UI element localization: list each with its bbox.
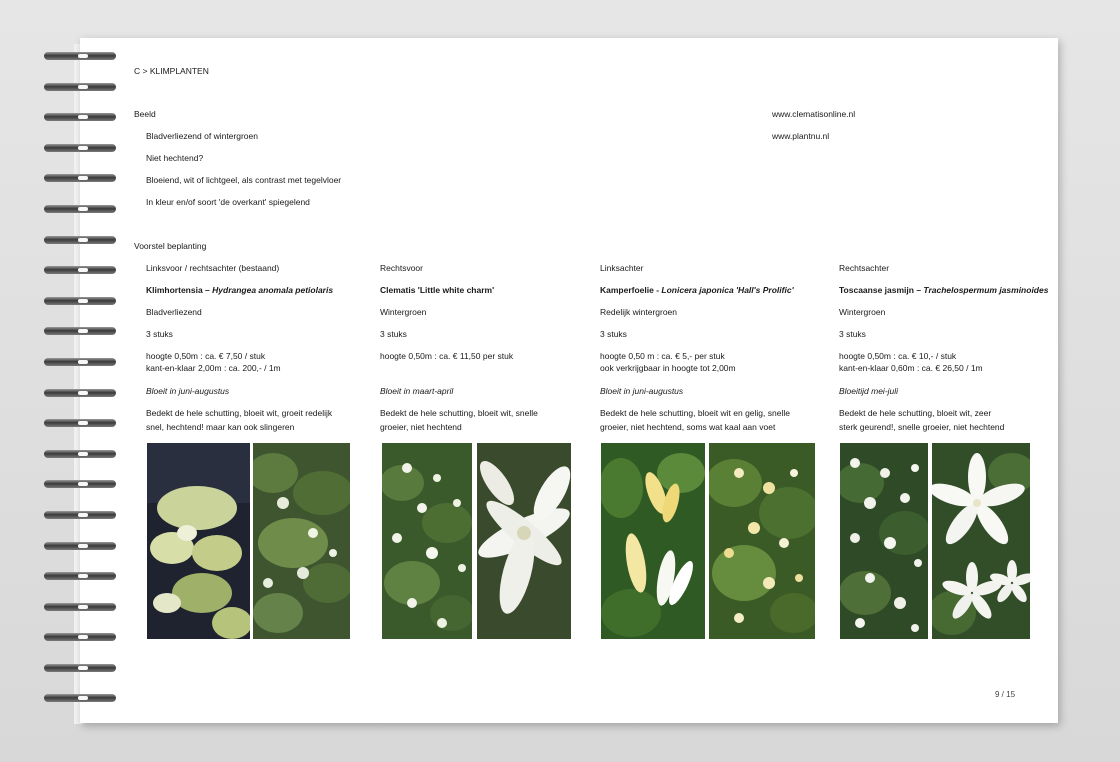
plant-foliage: Wintergroen [839, 307, 886, 317]
hydrangea-photo-1 [147, 443, 250, 639]
plant-position: Linksvoor / rechtsachter (bestaand) [146, 263, 280, 273]
honeysuckle-photo-1 [601, 443, 705, 639]
plant-description: snel, hechtend! maar kan ook slingeren [146, 422, 295, 432]
plant-count: 3 stuks [146, 329, 173, 339]
hydrangea-photo-2 [253, 443, 350, 639]
plant-price: kant-en-klaar 0,60m : ca. € 26,50 / 1m [839, 363, 983, 373]
binding-ring [44, 664, 116, 672]
plant-position: Rechtsachter [839, 263, 890, 273]
plant-price: hoogte 0,50 m : ca. € 5,- per stuk [600, 351, 725, 361]
beeld-item: Niet hechtend? [146, 153, 204, 163]
binding-ring [44, 52, 116, 60]
plant-bloom: Bloeitijd mei-juli [839, 386, 899, 396]
binding-ring [44, 450, 116, 458]
plant-description: Bedekt de hele schutting, bloeit wit en gelig, snelle [600, 408, 790, 418]
plant-price: kant-en-klaar 2,00m : ca. 200,- / 1m [146, 363, 281, 373]
plant-description: Bedekt de hele schutting, bloeit wit, groeit redelijk [146, 408, 333, 418]
plant-foliage: Redelijk wintergroen [600, 307, 678, 317]
plant-name: Klimhortensia – Hydrangea anomala petiolaris [146, 285, 334, 295]
plant-bloom: Bloeit in maart-april [380, 386, 454, 396]
plant-price: hoogte 0,50m : ca. € 11,50 per stuk [380, 351, 514, 361]
voorstel-heading: Voorstel beplanting [134, 241, 207, 251]
plant-description: groeier, niet hechtend, soms wat kaal aan voet [600, 422, 776, 432]
plant-name: Clematis 'Little white charm' [380, 285, 495, 295]
binding-ring [44, 174, 116, 182]
binding-ring [44, 389, 116, 397]
binding-ring [44, 297, 116, 305]
binding-ring [44, 480, 116, 488]
jasmine-photo-1 [840, 443, 928, 639]
plant-foliage: Bladverliezend [146, 307, 202, 317]
binding-ring [44, 358, 116, 366]
binding-ring [44, 419, 116, 427]
beeld-heading: Beeld [134, 109, 156, 119]
spiral-binding [44, 48, 120, 718]
binding-ring [44, 542, 116, 550]
binding-ring [44, 113, 116, 121]
binding-ring [44, 603, 116, 611]
plant-name: Toscaanse jasmijn – Trachelospermum jasminoides [839, 285, 1049, 295]
beeld-item: Bladverliezend of wintergroen [146, 131, 258, 141]
beeld-item: Bloeiend, wit of lichtgeel, als contrast met tegelvloer [146, 175, 342, 185]
binding-ring [44, 266, 116, 274]
plant-price: hoogte 0,50m : ca. € 7,50 / stuk [146, 351, 266, 361]
binding-ring [44, 236, 116, 244]
link-clematisonline[interactable]: www.clematisonline.nl [772, 109, 856, 119]
notebook-page [80, 38, 1058, 723]
plant-description: groeier, niet hechtend [380, 422, 462, 432]
plant-price: hoogte 0,50m : ca. € 10,- / stuk [839, 351, 957, 361]
plant-price: ook verkrijgbaar in hoogte tot 2,00m [600, 363, 736, 373]
link-plantnu[interactable]: www.plantnu.nl [772, 131, 830, 141]
honeysuckle-photo-2 [709, 443, 815, 639]
binding-ring [44, 572, 116, 580]
binding-ring [44, 205, 116, 213]
plant-name: Kamperfoelie - Lonicera japonica 'Hall's Prolific' [600, 285, 794, 295]
binding-ring [44, 511, 116, 519]
plant-count: 3 stuks [380, 329, 407, 339]
plant-description: Bedekt de hele schutting, bloeit wit, snelle [380, 408, 538, 418]
binding-ring [44, 144, 116, 152]
binding-ring [44, 633, 116, 641]
binding-ring [44, 83, 116, 91]
breadcrumb: C > KLIMPLANTEN [134, 66, 209, 76]
plant-description: Bedekt de hele schutting, bloeit wit, zeer [839, 408, 992, 418]
plant-count: 3 stuks [600, 329, 627, 339]
plant-foliage: Wintergroen [380, 307, 427, 317]
plant-position: Rechtsvoor [380, 263, 423, 273]
plant-description: sterk geurend!, snelle groeier, niet hechtend [839, 422, 1005, 432]
jasmine-photo-2 [932, 443, 1030, 639]
plant-position: Linksachter [600, 263, 644, 273]
binding-ring [44, 327, 116, 335]
clematis-photo-1 [382, 443, 472, 639]
plant-count: 3 stuks [839, 329, 866, 339]
plant-bloom: Bloeit in juni-augustus [146, 386, 230, 396]
plant-bloom: Bloeit in juni-augustus [600, 386, 684, 396]
clematis-photo-2 [477, 443, 571, 639]
beeld-item: In kleur en/of soort 'de overkant' spiegelend [146, 197, 310, 207]
binding-ring [44, 694, 116, 702]
page-number: 9 / 15 [995, 690, 1016, 699]
